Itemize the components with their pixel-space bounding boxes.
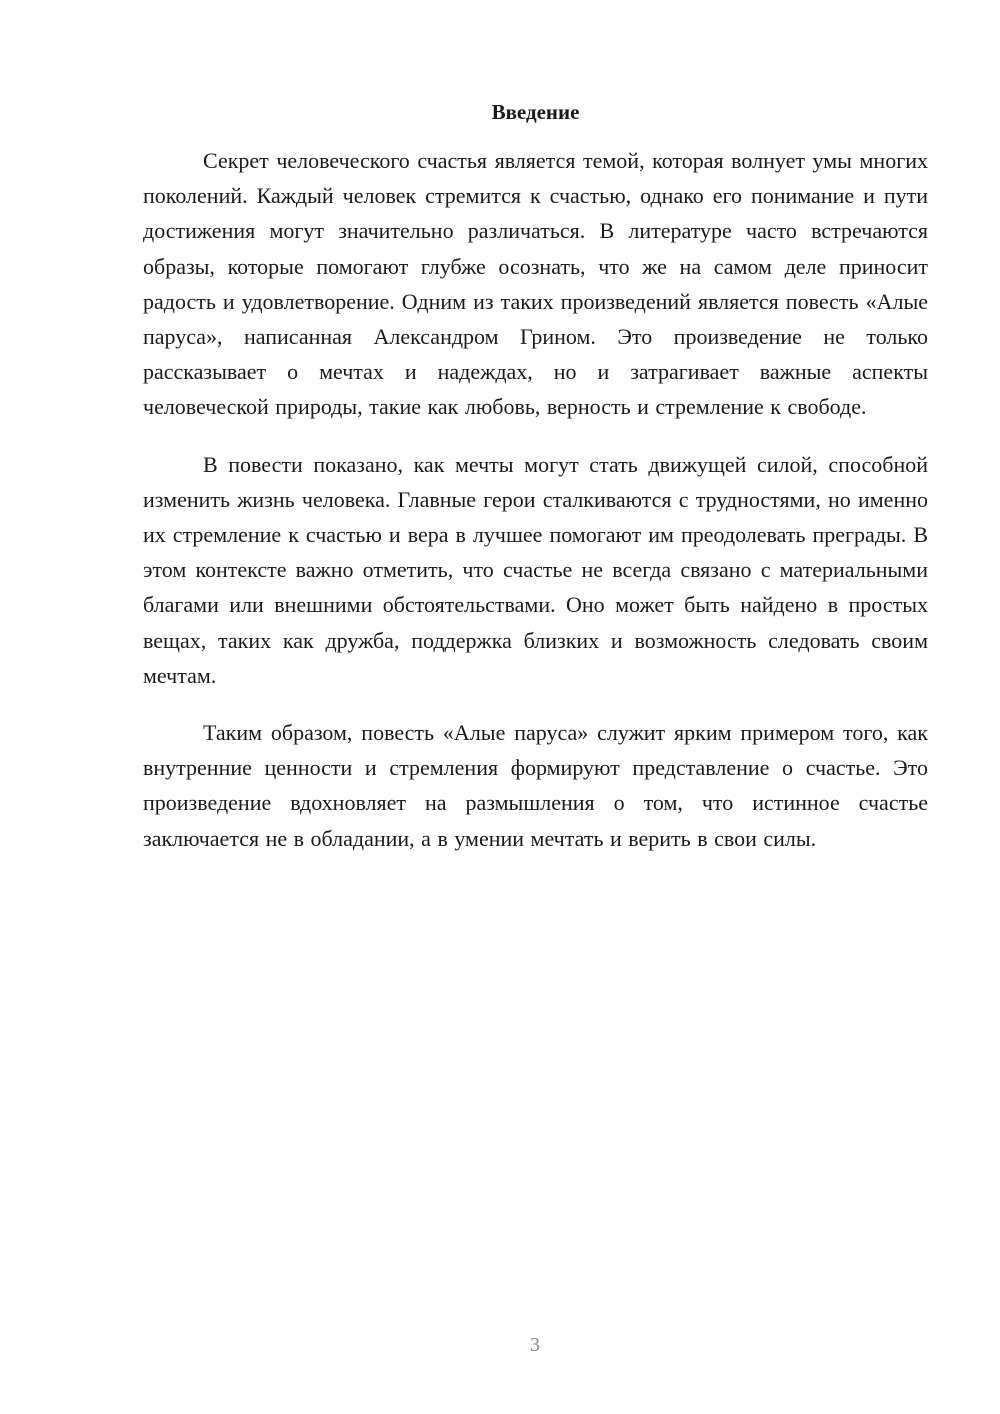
paragraph-3: Таким образом, повесть «Алые паруса» служит ярким примером того, как внутренние ценности и стремления формируют представление о счастье. Это произведение вдохновляет на размышления о том, что истинное счастье заключается не в обладании, а в умении мечтать и верить в свои силы. — [143, 720, 928, 851]
page-number: 3 — [530, 1334, 540, 1356]
section-heading: Введение — [491, 100, 580, 124]
paragraph-2: В повести показано, как мечты могут стать движущей силой, способной изменить жизнь человека. Главные герои сталкиваются с трудностями, но именно их стремление к счастью и вера в лучшее помогают им преодолевать преграды. В этом контексте важно отметить, что счастье не всегда связано с материальными благами или внешними обстоятельствами. Оно может быть найдено в простых вещах, таких как дружба, поддержка близких и возможность следовать своим мечтам. — [143, 451, 928, 688]
paragraph-1: Секрет человеческого счастья является темой, которая волнует умы многих поколений. Каждый человек стремится к счастью, однако его понимание и пути достижения могут значительно различаться. В литературе часто встречаются образы, которые помогают глубже осознать, что же на самом деле приносит радость и удовлетворение. Одним из таких произведений является повесть «Алые паруса», написанная Александром Грином. Это произведение не только рассказывает о мечтах и надеждах, но и затрагивает важные аспекты человеческой природы, такие как любовь, верность и стремление к свободе. — [143, 148, 928, 420]
body-text — [143, 143, 928, 878]
